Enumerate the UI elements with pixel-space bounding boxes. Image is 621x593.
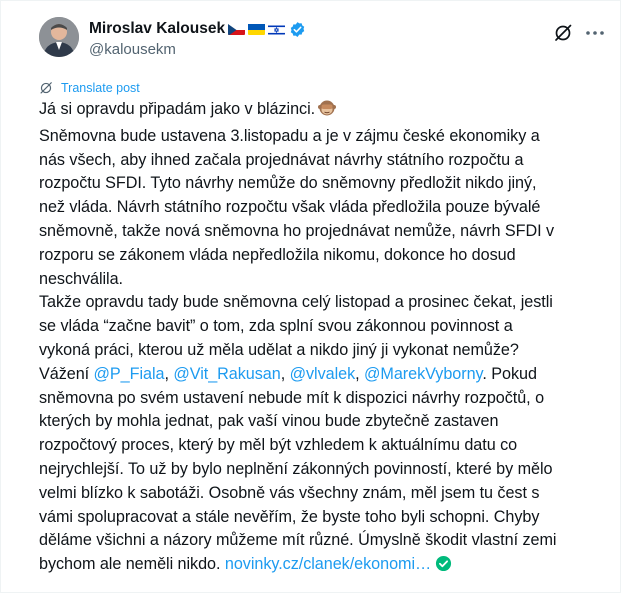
grok-icon[interactable] — [553, 23, 573, 43]
text-line: nejrychlejší. To už by bylo neplnění zákonných povinností, které by mělo — [39, 459, 553, 478]
text-line: Takže opravdu tady bude sněmovna celý listopad a prosinec čekat, jestli — [39, 293, 553, 312]
translate-post-label: Translate post — [61, 81, 140, 95]
author-name-row — [89, 19, 306, 39]
text-line: vykoná práci, kterou už měla udělat a nikdo jiný ji vykonat nemůže? — [39, 340, 519, 359]
translate-icon — [39, 81, 53, 95]
text-line: Já si opravdu připadám jako v blázinci. — [39, 98, 599, 125]
text-line: rozporu se zákonem vláda nepředložila nikomu, dokonce ho dosud — [39, 245, 516, 264]
text-line: bychom ale neměli nikdo. novinky.cz/clanek/ekonomi… — [39, 553, 599, 580]
avatar[interactable] — [39, 17, 79, 57]
check-circle-icon — [435, 555, 452, 580]
post-header — [39, 17, 609, 65]
article-link[interactable]: novinky.cz/clanek/ekonomi… — [224, 555, 432, 574]
verified-badge-icon[interactable] — [289, 21, 306, 38]
text-line: Sněmovna bude ustavena 3.listopadu a je v zájmu české ekonomiky a — [39, 126, 540, 145]
text-line: děláme všichni a názory můžeme mít různé. Úmyslně škodit vlastní zemi — [39, 531, 557, 550]
text-line: sněmovna po svém ustavení nebude mít k dispozici návrhy rozpočtů, o — [39, 388, 545, 407]
israel-flag-icon — [268, 23, 285, 35]
see-no-evil-monkey-icon — [318, 99, 336, 125]
text-line: než vláda. Návrh státního rozpočtu však vláda předložila pouze bývalé — [39, 198, 541, 217]
mention-marek-vyborny[interactable]: @MarekVyborny — [364, 364, 483, 383]
ukraine-flag-icon — [248, 23, 265, 35]
author-name[interactable]: Miroslav Kalousek — [89, 20, 226, 37]
translate-post-link[interactable] — [39, 79, 140, 97]
author-handle[interactable]: @kalousekm — [89, 41, 176, 58]
post-text — [39, 98, 599, 580]
text-line: velmi blízko k sabotáži. Osobně vás všechny znám, měl jsem tu čest s — [39, 483, 540, 502]
text-line: nás všech, aby ihned začala projednávat návrhy státního rozpočtu a — [39, 150, 524, 169]
text-line: kterých by mohla jednat, pak vaší vinou bude zbytečně zastaven — [39, 412, 499, 431]
text-line: sněmovně, takže nová sněmovna ho projednávat nemůže, návrh SFDI v — [39, 221, 555, 240]
more-options-icon[interactable] — [583, 21, 607, 45]
text-line: neschválila. — [39, 269, 123, 288]
czech-flag-icon — [228, 23, 245, 35]
mention-vit-rakusan[interactable]: @Vit_Rakusan — [173, 364, 281, 383]
text-line: se vláda “začne bavit” o tom, zda splní svou zákonnou povinnost a — [39, 317, 513, 336]
mention-vlvalek[interactable]: @vlvalek — [289, 364, 356, 383]
text-line: rozpočtu SFDI. Tyto návrhy nemůže do sněmovny předložit nikdo jiný, — [39, 174, 537, 193]
mention-p-fiala[interactable]: @P_Fiala — [93, 364, 165, 383]
text-line: Vážení @P_Fiala, @Vit_Rakusan, @vlvalek, @MarekVyborny. Pokud — [39, 364, 537, 383]
text-line: rozpočtový proces, který by měl být vzhledem k aktuálnímu datu co — [39, 436, 518, 455]
text-line: vámi spolupracovat a stále nevěřím, že byste toho byli schopni. Chyby — [39, 507, 540, 526]
